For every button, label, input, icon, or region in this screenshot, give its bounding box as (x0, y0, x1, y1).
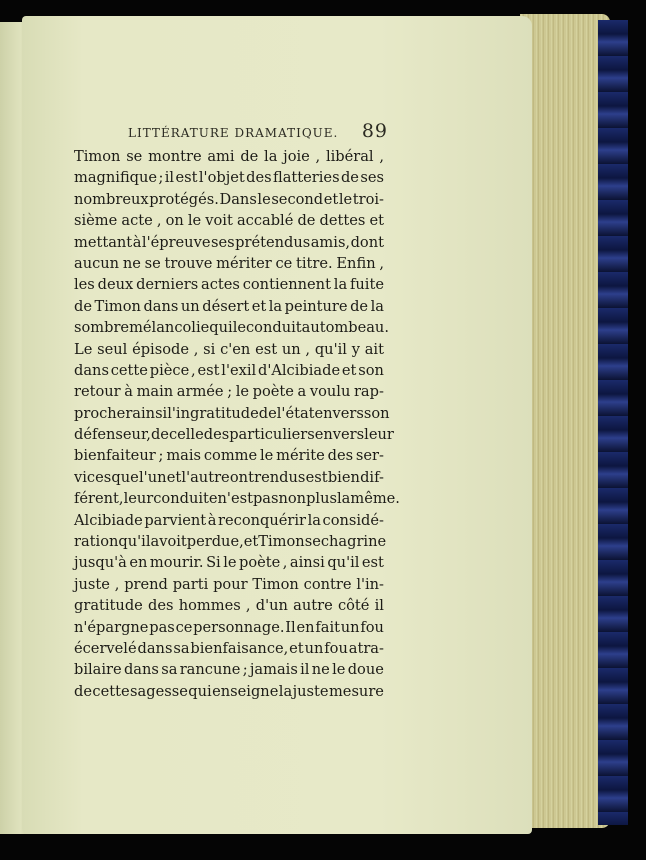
text-line: Timon se montre ami de la joie , libéral , (74, 148, 384, 165)
text-line: procher ainsi l'ingratitude de l'état envers son (74, 404, 390, 422)
text-line: sombre mélancolie qui le conduit au tombeau. (74, 319, 389, 337)
running-header (110, 120, 410, 144)
text-line: ration qu'il avoit perdue, et Timon se chagrine (74, 533, 387, 551)
text-line: sième acte , on le voit accablé de dettes et (74, 212, 384, 230)
page-number: 89 (361, 120, 388, 142)
text-line: gratitude des hommes , d'un autre côté il (74, 597, 384, 615)
text-line: nombreux protégés. Dans le second et le troi- (74, 190, 384, 208)
text-line: férent, leur conduite n'est pas non plus la même. (74, 490, 400, 508)
text-line: Alcibiade parvient à reconquérir la considé- (74, 511, 384, 529)
text-line: aucun ne se trouve mériter ce titre. Enfin , (74, 254, 384, 272)
running-head-title: LITTÉRATURE DRAMATIQUE. (128, 126, 339, 140)
text-line: écervelé dans sa bienfaisance, et un fou atra- (74, 639, 384, 657)
text-line: Le seul épisode , si c'en est un , qu'il y ait (74, 340, 384, 358)
text-line: juste , prend parti pour Timon contre l'in- (74, 575, 384, 593)
text-line: bienfaiteur ; mais comme le mérite des ser- (74, 447, 384, 465)
text-line: jusqu'à en mourir. Si le poète , ainsi qu'il est (74, 554, 384, 572)
text-line: mettant à l'épreuve ses prétendus amis, dont (74, 233, 384, 251)
text-line: de Timon dans un désert et la peinture de la (74, 297, 384, 315)
text-line: n'épargne pas ce personnage. Il en fait un fou (74, 618, 384, 636)
text-line: bilaire dans sa rancune ; jamais il ne le doue (74, 661, 384, 679)
text-line: les deux derniers actes contiennent la fuite (74, 276, 384, 294)
text-line: magnifique ; il est l'objet des flatteries de ses (74, 169, 384, 187)
text-line: retour à main armée ; le poète a voulu rap- (74, 383, 384, 401)
text-line: vices que l'un et l'autre ont rendus est bien dif- (74, 468, 384, 486)
page-block-edges (520, 14, 610, 828)
marbled-cover (598, 20, 628, 825)
text-line: dans cette pièce , est l'exil d'Alcibiade et son (74, 361, 384, 379)
text-line: de cette sagesse qui enseigne la juste mesure (74, 682, 384, 700)
text-line: défenseur, de celle des particuliers envers leur (74, 426, 394, 444)
body-text (74, 146, 400, 702)
